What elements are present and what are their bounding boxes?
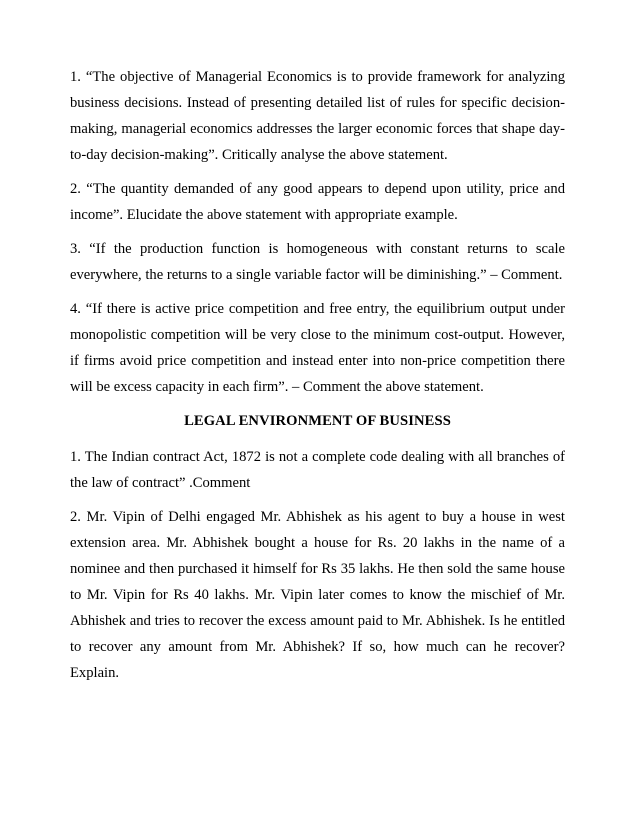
question-legal-environment-1: 1. The Indian contract Act, 1872 is not a complete code dealing with all branches of the law of contract” .Comment bbox=[70, 449, 565, 491]
section-heading-legal-environment: LEGAL ENVIRONMENT OF BUSINESS bbox=[184, 413, 451, 429]
question-managerial-economics-4: 4. “If there is active price competition and free entry, the equilibrium output under monopolistic competition will be very close to the minimum cost-output. However, if firms avoid price competition and instead enter into non-price competition there will be excess capacity in each firm”. – Comment the above statement. bbox=[70, 301, 565, 395]
question-managerial-economics-1: 1. “The objective of Managerial Economics is to provide framework for analyzing business decisions. Instead of presenting detailed list of rules for specific decision-making, managerial economics addresses the larger economic forces that shape day-to-day decision-making”. Critically analyse the above statement. bbox=[70, 69, 565, 163]
question-managerial-economics-3: 3. “If the production function is homogeneous with constant returns to scale everywhere, the returns to a single variable factor will be diminishing.” – Comment. bbox=[70, 241, 565, 283]
question-managerial-economics-2: 2. “The quantity demanded of any good appears to depend upon utility, price and income”. Elucidate the above statement with appropriate example. bbox=[70, 181, 565, 223]
document-page bbox=[70, 64, 565, 686]
question-legal-environment-2: 2. Mr. Vipin of Delhi engaged Mr. Abhishek as his agent to buy a house in west extension area. Mr. Abhishek bought a house for Rs. 20 lakhs in the name of a nominee and then purchased it himself for Rs 35 lakhs. He then sold the same house to Mr. Vipin for Rs 40 lakhs. Mr. Vipin later comes to know the mischief of Mr. Abhishek and tries to recover the excess amount paid to Mr. Abhishek. Is he entitled to recover any amount from Mr. Abhishek? If so, how much can he recover? Explain. bbox=[70, 509, 565, 681]
